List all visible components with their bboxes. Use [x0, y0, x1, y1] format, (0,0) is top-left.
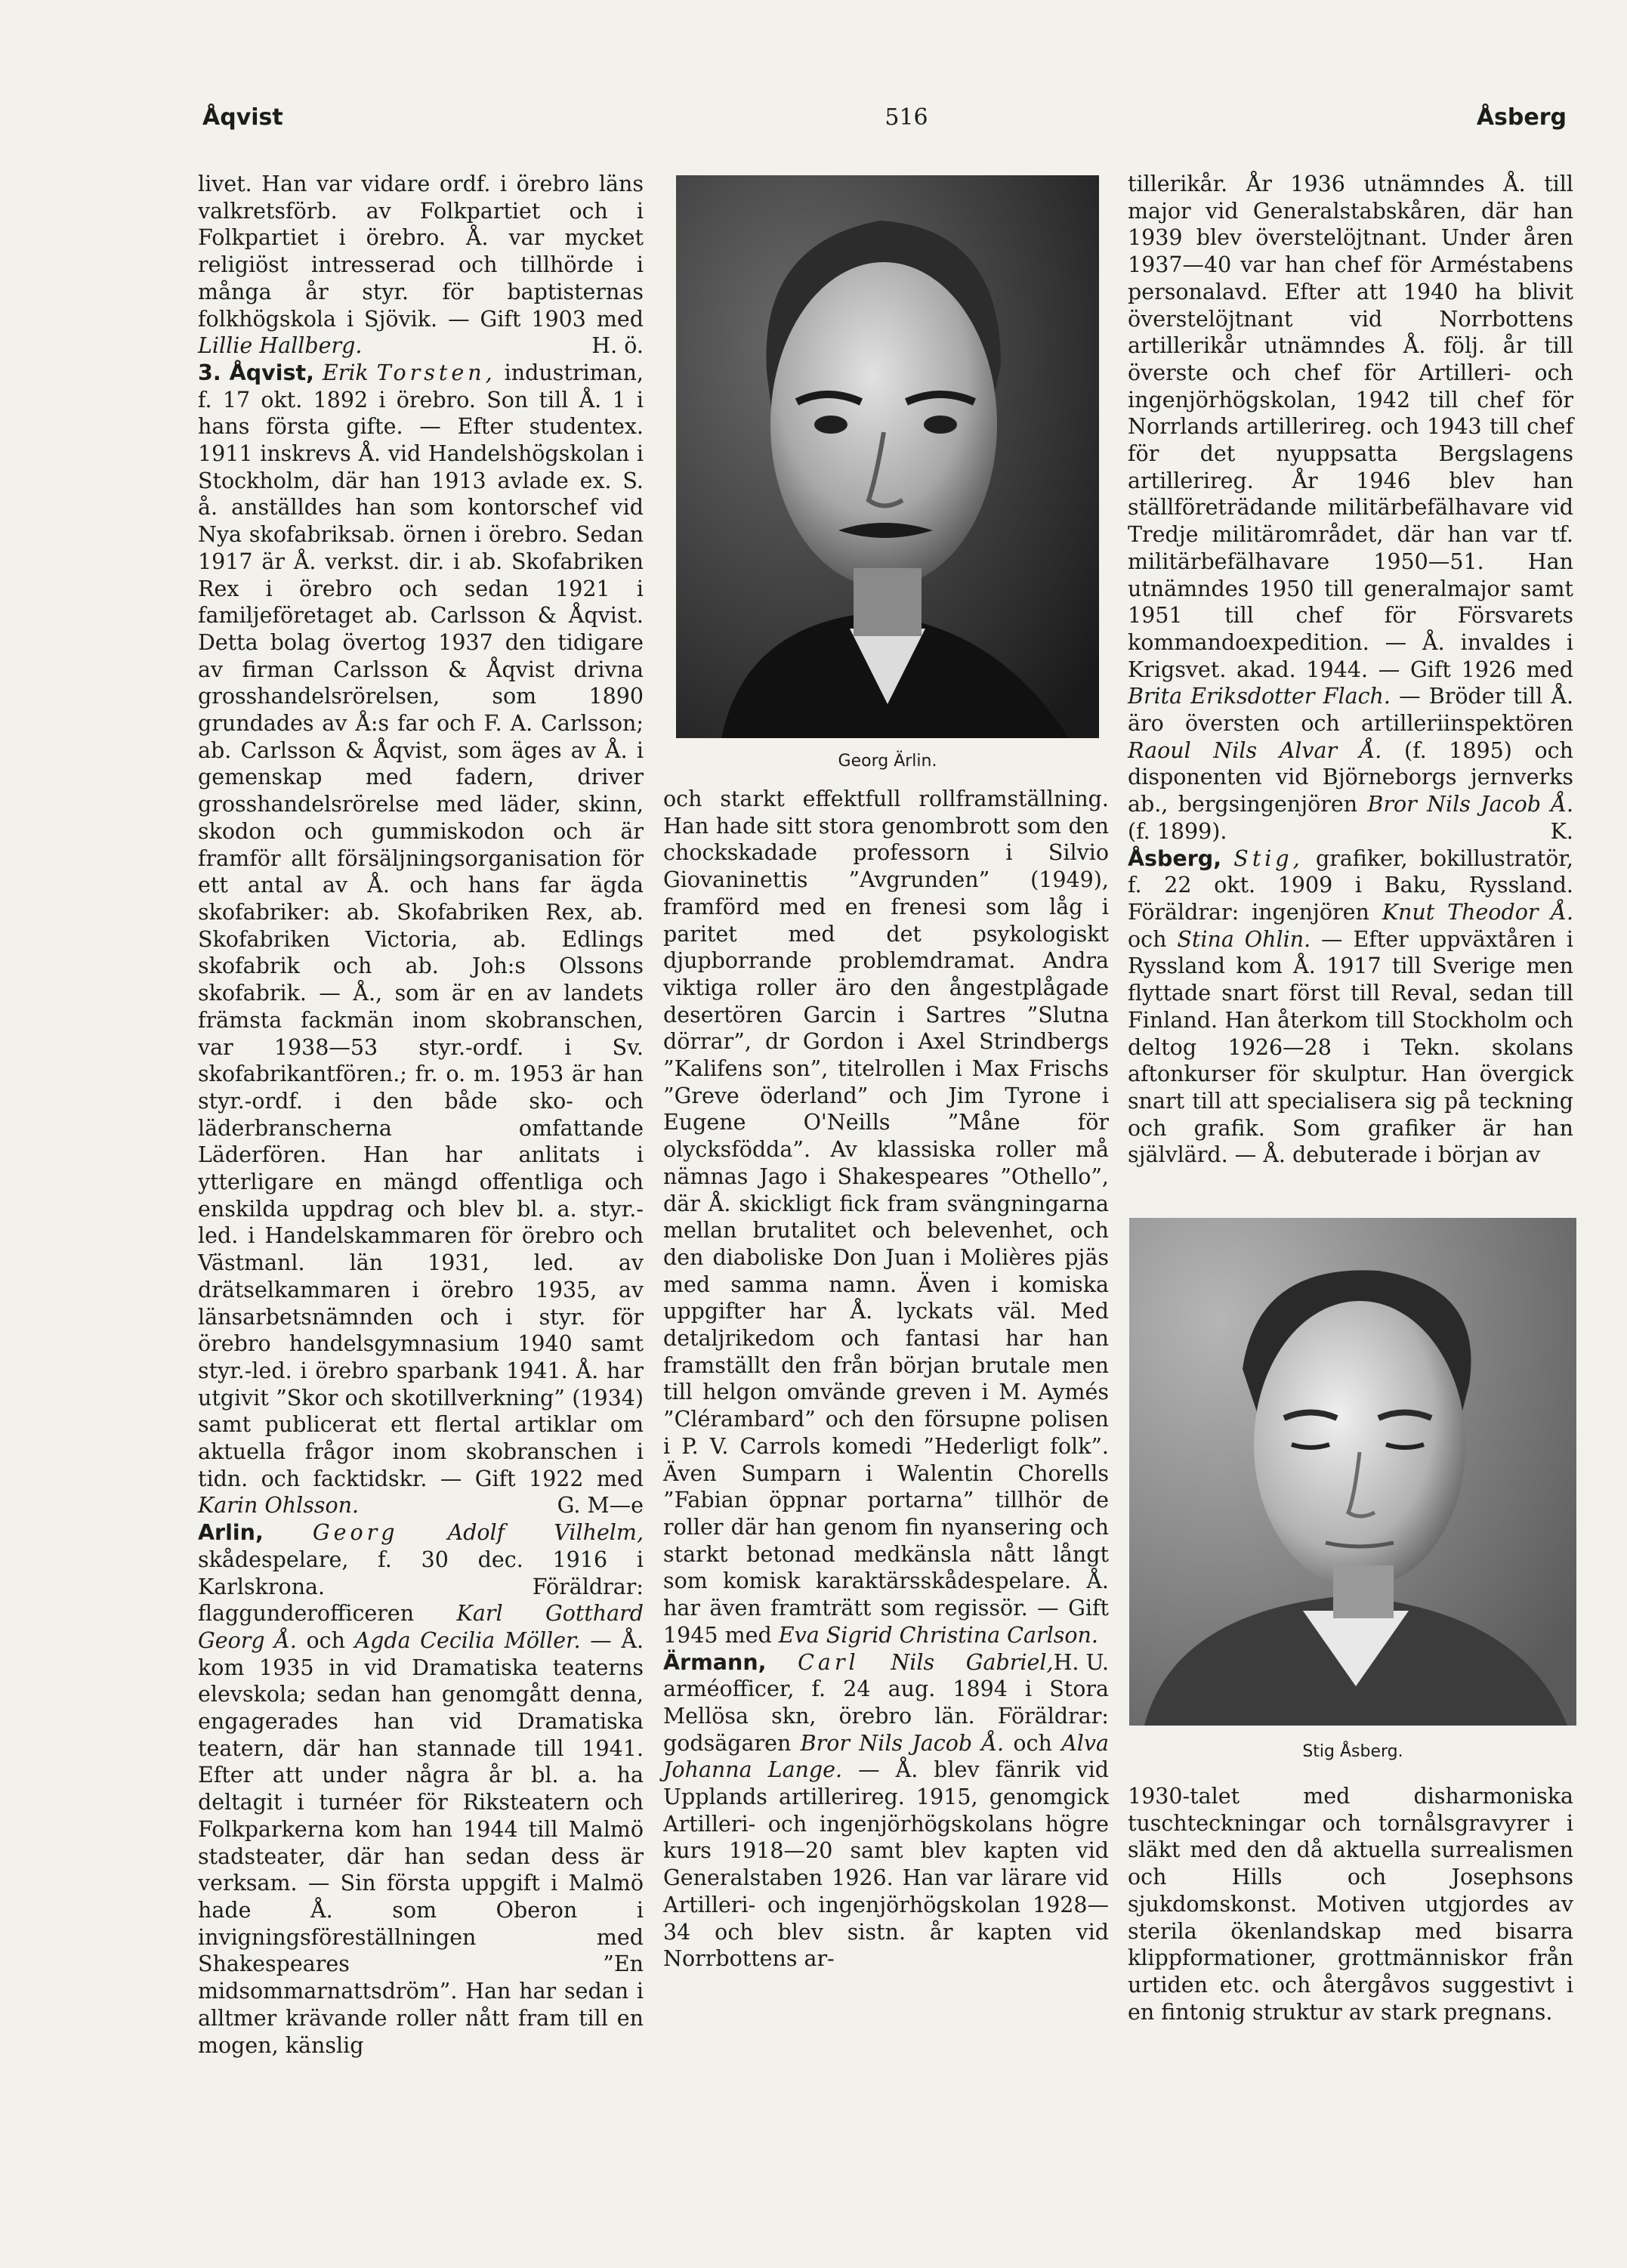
entry-body: — Å. blev fänrik vid Upplands artillerireg. 1915, genomgick Artilleri- och ingenjörhögskolans högre kurs 1918—20 samt blev kapten vid Generalstaben 1926. Han var lärare vid Artilleri- och ingenjörhögskolan 1928—34 och blev sistn. år kapten vid Norrbottens ar- — [663, 1757, 1109, 1972]
text: — Bröder till Å. äro översten och artilleriinspektören — [1128, 684, 1574, 737]
given-name: Adolf Vilhelm, — [447, 1520, 644, 1546]
entry-asberg — [1128, 845, 1573, 1169]
entry-number: 3. — [198, 360, 221, 385]
call-name: Georg — [312, 1520, 399, 1546]
entry-body: arméofficer, f. 24 aug. 1894 i Stora Mellösa skn, örebro län. Föräldrar: godsägaren — [663, 1676, 1109, 1756]
text: livet. Han var vidare ordf. i örebro läns valkretsförb. av Folkpartiet och i Folkpartiet i örebro. Å. var mycket religiöst intresserad och tillhörde i många år styr. för baptisternas folkhögskola i Sjövik. — Gift 1903 med — [198, 171, 644, 332]
text: (f. 1895) och disponenten vid Björneborgs jernverks ab., bergsingenjören — [1128, 737, 1573, 817]
entry-body: och — [1128, 926, 1167, 952]
entry-headword: Åqvist, — [229, 360, 314, 385]
spouse-name: Karin Ohlsson. — [198, 1493, 360, 1519]
running-head-left: Åqvist — [202, 104, 283, 131]
mother-name: Alva Johanna Lange. — [663, 1730, 1109, 1783]
column-middle — [663, 786, 1109, 1973]
entry-armann — [663, 1649, 1109, 1973]
portrait-photo-stig-asberg — [1129, 1218, 1576, 1726]
photo-caption: Georg Ärlin. — [838, 752, 937, 771]
call-name: Stig, — [1233, 845, 1304, 871]
text: 1930-talet med disharmoniska tuschteckningar och tornålsgravyrer i släkt med den då aktuella surrealismen och Hills och Josephsons sjukdomskonst. Motiven utgjordes av sterila ökenlandskap med bisarra klippformationer, grottmänniskor från urtiden etc. och återgåvos suggestivt i en fintonig struktur av stark pregnans. — [1128, 1784, 1573, 2025]
column-right-bottom — [1128, 1783, 1573, 2025]
call-name: Carl — [798, 1649, 860, 1675]
portrait-illustration — [676, 175, 1099, 738]
given-name: Erik — [322, 360, 369, 385]
author-signature: H. ö. — [591, 333, 644, 359]
given-name: Nils Gabriel, — [891, 1649, 1054, 1675]
entry-body: — Efter uppväxtåren i Ryssland kom Å. 1917 till Sverige men flyttade snart först till Reval, sedan till Finland. Han återkom till Stockholm och deltog 1926—28 i Tekn. skolans aftonkurser för skulptur. Han övergick snart till att specialisera sig på teckning och grafik. Som grafiker är han självlärd. — Å. debuterade i början av — [1128, 926, 1573, 1168]
entry-body: och — [1013, 1730, 1052, 1756]
entry-headword: Arlin, — [198, 1520, 264, 1546]
text: (f. 1899). — [1128, 818, 1227, 844]
entry-body: grafiker, bokillustratör, f. 22 okt. 1909 i Baku, Ryssland. Föräldrar: ingenjören — [1128, 845, 1573, 925]
brother-name: Raoul Nils Alvar Å. — [1128, 737, 1382, 763]
paragraph-armann-cont — [1128, 171, 1573, 845]
entry-body: skådespelare, f. 30 dec. 1916 i Karlskrona. Föräldrar: flaggunderofficeren — [198, 1547, 644, 1627]
brother-name: Bror Nils Jacob Å. — [1367, 792, 1573, 817]
mother-name: Stina Ohlin. — [1177, 926, 1311, 952]
entry-headword: Ärmann, — [663, 1649, 767, 1675]
entry-headword: Åsberg, — [1128, 845, 1222, 871]
column-right-top — [1128, 171, 1573, 1169]
author-signature: H. U. — [1053, 1649, 1109, 1675]
author-signature: G. M—e — [557, 1493, 644, 1519]
entry-aqvist-torsten — [198, 360, 644, 1519]
running-head-right: Åsberg — [1476, 104, 1567, 131]
spouse-name: Brita Eriksdotter Flach. — [1128, 684, 1391, 709]
paragraph-asberg-cont — [1128, 1783, 1573, 2025]
photo-caption: Stig Åsberg. — [1302, 1742, 1403, 1761]
call-name: Torsten, — [376, 360, 496, 385]
spouse-name: Lillie Hallberg. — [198, 333, 363, 359]
father-name: Karl Gotthard Georg Å. — [198, 1601, 644, 1653]
portrait-photo-georg-arlin — [676, 175, 1099, 738]
father-name: Knut Theodor Å. — [1382, 899, 1573, 925]
entry-body: industriman, f. 17 okt. 1892 i örebro. Son till Å. 1 i hans första gifte. — Efter studentex. 1911 inskrevs Å. vid Handelshögskolan i Stockholm, där han 1913 avlade ex. S. å. anställdes han som kontorschef vid Nya skofabriksab. örnen i örebro. Sedan 1917 är Å. verkst. dir. i ab. Skofabriken Rex i örebro och sedan 1921 i familjeföretaget ab. Carlsson & Åqvist. Detta bolag övertog 1937 den tidigare av firman Carlsson & Åqvist drivna grosshandelsrörelsen, som 1890 grundades av Å:s far och F. A. Carlsson; ab. Carlsson & Åqvist, som äges av Å. i gemenskap med fadern, driver grosshandelsrörelse med läder, skinn, skodon och gummiskodon och är framför allt försäljningsorganisation för ett antal av Å. och hans far ägda skofabriker: ab. Skofabriken Rex, ab. Skofabriken Victoria, ab. Edlings skofabrik och ab. Joh:s Olssons skofabrik. — Å., som är en av landets främsta fackmän inom skobranschen, var 1938—53 styr.-ordf. i Sv. skofabrikantfören.; fr. o. m. 1953 är han styr.-ordf. i den både sko- och läderbranscherna omfattande Läderfören. Han har anlitats i ytterligare en mängd offentliga och enskilda uppdrag och blev bl. a. styr.-led. i Handelskammaren för örebro och Västmanl. län 1931, led. av drätselkammaren i örebro 1935, av länsarbetsnämnden och i styr. för örebro handelsgymnasium 1940 samt styr.-led. i örebro sparbank 1941. Å. har utgivit ”Skor och skotillverkning” (1934) samt publicerat ett flertal artiklar om aktuella frågor inom skobranschen i tidn. och facktidskr. — Gift 1922 med — [198, 360, 644, 1491]
entry-body: — Å. kom 1935 in vid Dramatiska teaterns elevskola; sedan han genomgått denna, engagerades han vid Dramatiska teatern, där han stannade till 1941. Efter att under några år bl. a. ha deltagit i turnéer för Riksteatern och Folkparkerna kom han 1944 till Malmö stadsteater, där han sedan dess är verksam. — Sin första uppgift i Malmö hade Å. som Oberon i invigningsföreställningen med Shakespeares ”En midsommarnattsdröm”. Han har sedan i alltmer krävande roller nått fram till en mogen, känslig — [198, 1627, 644, 2058]
entry-arlin — [198, 1519, 644, 2059]
page-number: 516 — [885, 104, 928, 131]
text: och starkt effektfull rollframställning. Han hade sitt stora genombrott som den chockskadade professorn i Silvio Giovaninettis ”Avgrunden” (1949), framförd med en frenesi som låg i paritet med det psykologiskt djupborrande problemdramat. Andra viktiga roller äro den ångestplågade desertören Garcin i Sartres ”Slutna dörrar”, dr Gordon i Axel Strindbergs ”Kalifens son”, titelrollen i Max Frischs ”Greve öderland” och Jim Tyrone i Eugene O'Neills ”Måne för olycksfödda”. Av klassiska roller må nämnas Jago i Shakespeares ”Othello”, där Å. skickligt fick fram svängningarna mellan brutalitet och belevenhet, och den diaboliske Don Juan i Molières pjäs med samma namn. Även i komiska uppgifter har Å. lyckats väl. Med detaljrikedom och fantasi har han framställt den från början brutale men till helgon omvände greven i M. Aymés ”Clérambard” och den försupne polisen i P. V. Carrols komedi ”Hederligt folk”. Även Sumparn i Walentin Chorells ”Fabian öppnar portarna” tillhör de roller där han genom fin nyansering och starkt betonad medkänsla nått långt som komisk karaktärsskådespelare. Å. har även framträtt som regissör. — Gift 1945 med — [663, 786, 1109, 1648]
entry-body: och — [306, 1627, 345, 1653]
mother-name: Agda Cecilia Möller. — [354, 1627, 581, 1653]
spouse-name: Eva Sigrid Christina Carlson. — [778, 1622, 1098, 1648]
author-signature: K. — [1550, 818, 1573, 844]
text: tillerikår. År 1936 utnämndes Å. till major vid Generalstabskåren, där han 1939 blev överstelöjtnant. Under åren 1937—40 var han chef för Arméstabens personalavd. Efter att 1940 ha blivit överstelöjtnant vid Norrbottens artillerikår utnämndes Å. följ. år till överste och chef för Artilleri- och ingenjörhögskolan, 1942 till chef för Norrlands artillerireg. och 1943 till chef för det nyuppsatta Bergslagens artillerireg. År 1946 blev han ställföreträdande militärbefälhavare vid Tredje militärområdet, där han var tf. militärbefälhavare 1950—51. Han utnämndes 1950 till generalmajor samt 1951 till chef för Försvarets kommandoexpedition. — Å. invaldes i Krigsvet. akad. 1944. — Gift 1926 med — [1128, 171, 1573, 682]
portrait-illustration — [1129, 1218, 1576, 1726]
father-name: Bror Nils Jacob Å. — [800, 1730, 1005, 1756]
paragraph-aqvist-end — [198, 171, 644, 360]
column-left — [198, 171, 644, 2059]
